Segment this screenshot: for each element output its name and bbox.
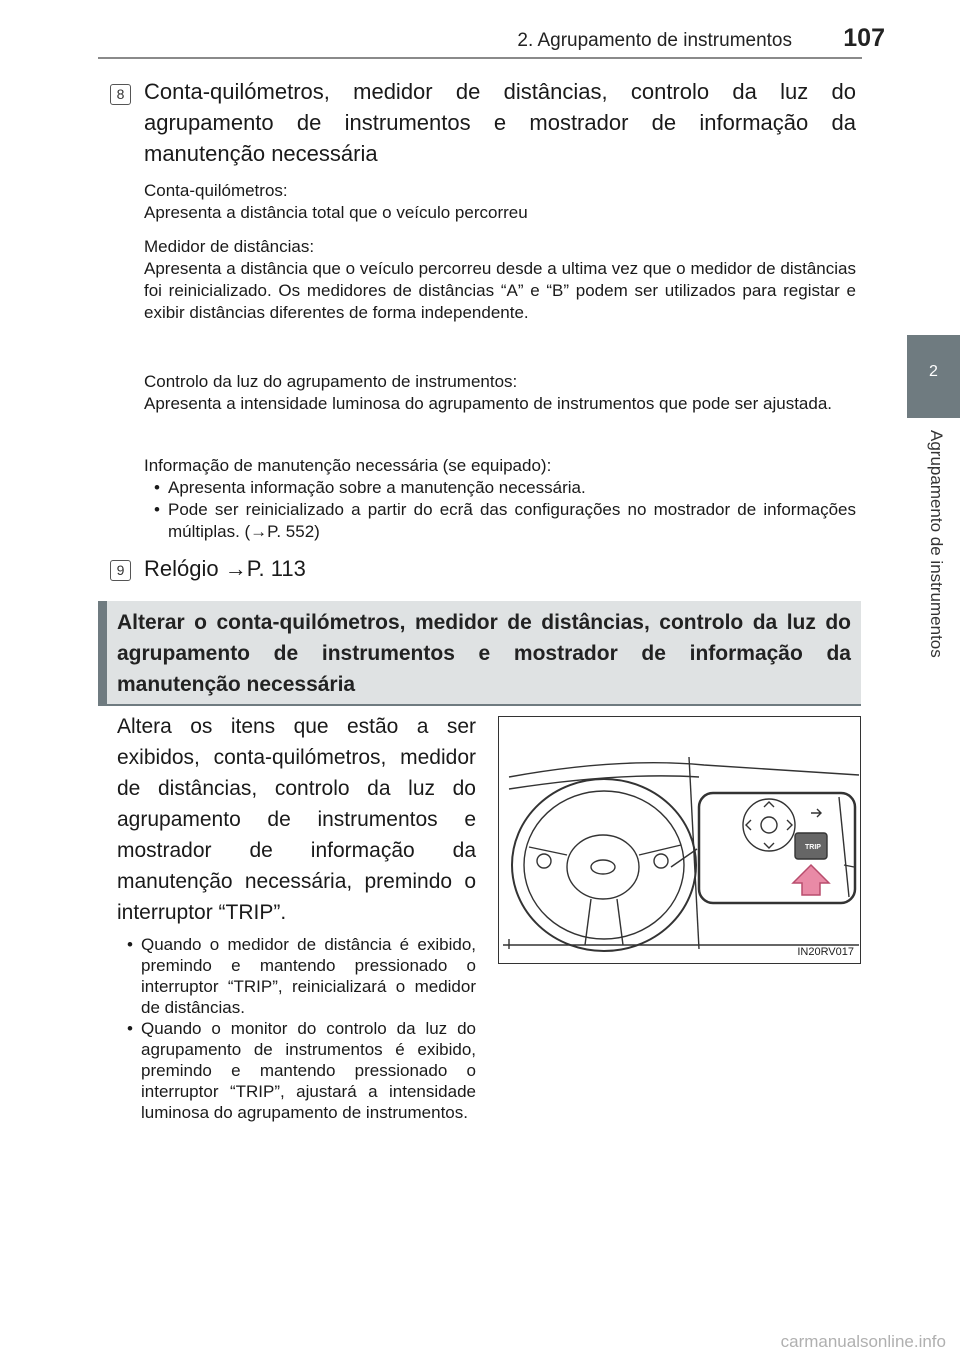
odometer-heading: Conta-quilómetros: [144, 181, 288, 200]
instructions-column [117, 711, 476, 1123]
light-text: Apresenta a intensidade luminosa do agrupamento de instrumentos que pode ser ajustada. [144, 394, 833, 413]
steering-wheel-illustration [499, 717, 860, 963]
bullet-text: Apresenta informação sobre a manutenção necessária. [168, 478, 586, 497]
banner-heading: Alterar o conta-quilómetros, medidor de distâncias, controlo da luz do agrupamento de instrumentos e mostrador de informação da manutenção necessária [117, 611, 851, 696]
bullet-dot: • [127, 935, 133, 954]
watermark: carmanualsonline.info [780, 1332, 946, 1351]
instructions-text: Altera os itens que estão a ser exibidos, conta-quilómetros, medidor de distâncias, controlo da luz do agrupamento de instrumentos e mostrador de informação da manutenção necessária, premindo o interruptor “TRIP”. [117, 715, 476, 924]
maintenance-heading: Informação de manutenção necessária (se equipado): [144, 456, 552, 475]
list-item [144, 477, 856, 499]
trip-switch-label: TRIP [805, 844, 821, 851]
press-arrow-icon [793, 865, 829, 895]
trip-heading: Medidor de distâncias: [144, 237, 315, 256]
figure-code: IN20RV017 [797, 946, 854, 958]
bullet-text: Quando o medidor de distância é exibido, premindo e mantendo pressionado o interruptor “TRIP”, reinicializará o medidor de distâncias. [141, 935, 476, 1017]
list-item [144, 499, 856, 543]
bullet-dot: • [154, 500, 160, 519]
banner-divider [98, 704, 861, 706]
chapter-tab [907, 335, 960, 418]
item-9-title: Relógio →P. 113 [144, 556, 306, 581]
steering-wheel-figure [498, 716, 861, 964]
list-item [117, 1018, 476, 1123]
page-header [0, 0, 960, 58]
item-number-8: 8 [110, 84, 131, 105]
odometer-block [144, 180, 856, 224]
trip-text: Apresenta a distância que o veículo percorreu desde a ultima vez que o medidor de distâncias foi reinicializado. Os medidores de distâncias “A” e “B” podem ser utilizados para registar e exibir distâncias diferentes de forma independente. [144, 259, 856, 322]
header-divider [98, 57, 862, 59]
section-title: 2. Agrupamento de instrumentos [517, 30, 792, 51]
item-8-title: Conta-quilómetros, medidor de distâncias, controlo da luz do agrupamento de instrumentos e mostrador de informação da manutenção necessária [144, 79, 856, 166]
light-heading: Controlo da luz do agrupamento de instrumentos: [144, 372, 518, 391]
item-number-9: 9 [110, 560, 131, 581]
chapter-number: 2 [929, 363, 938, 380]
odometer-text: Apresenta a distância total que o veículo percorreu [144, 203, 528, 222]
light-control-block [144, 371, 856, 415]
bullet-dot: • [127, 1019, 133, 1038]
page-number: 107 [843, 24, 885, 52]
trip-meter-block [144, 236, 856, 324]
section-banner [98, 601, 861, 704]
maintenance-block [144, 455, 856, 543]
bullet-dot: • [154, 478, 160, 497]
chapter-label: Agrupamento de instrumentos [927, 430, 946, 658]
list-item [117, 934, 476, 1018]
bullet-text: Pode ser reinicializado a partir do ecrã das configurações no mostrador de informações múltiplas. (→P. 552) [168, 500, 856, 541]
bullet-text: Quando o monitor do controlo da luz do agrupamento de instrumentos é exibido, premindo e mantendo pressionado o interruptor “TRIP”, ajustará a intensidade luminosa do agrupamento de instrumentos. [141, 1019, 476, 1122]
